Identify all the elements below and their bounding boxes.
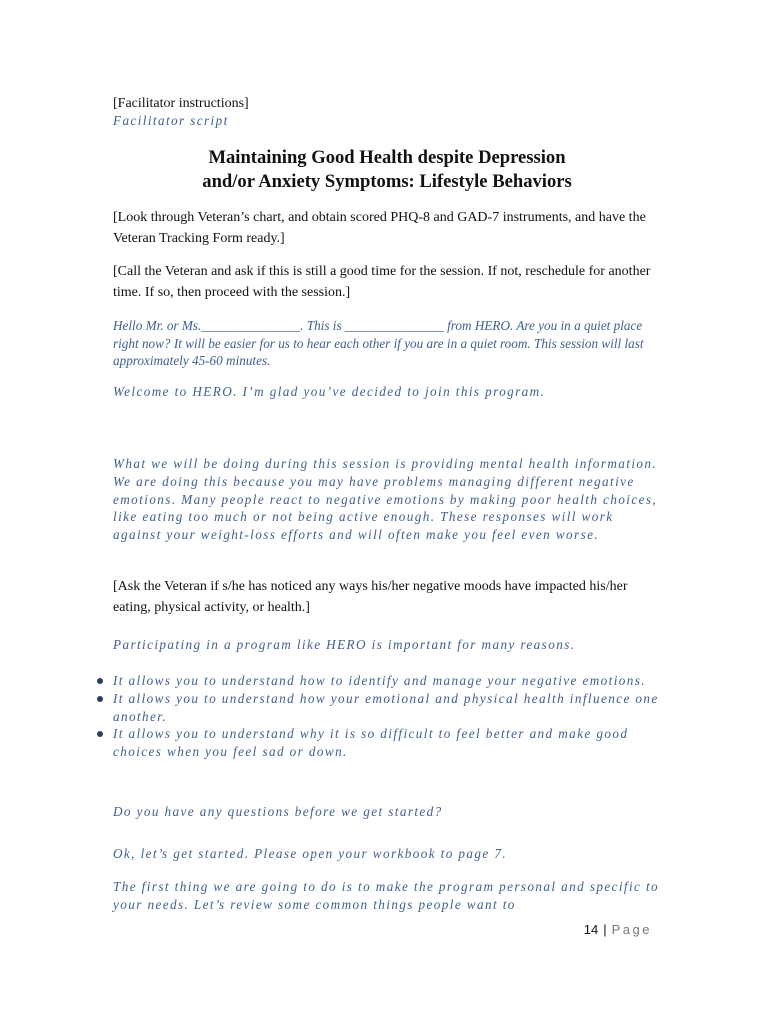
- script-session-overview: What we will be doing during this session is providing mental health information. We are doing this because you may have problems managing different negative emotions. Many people react to negative emotions by making poor health choices, like eating too much or not being active enough. These responses will work against your weight-loss efforts and will often make you feel even worse.: [113, 456, 658, 543]
- page-footer: [584, 922, 652, 937]
- page-title: [113, 146, 661, 194]
- bullet-icon: [97, 696, 103, 702]
- script-program-importance: Participating in a program like HERO is important for many reasons.: [113, 637, 576, 652]
- list-item: [113, 690, 661, 726]
- reasons-list: [113, 672, 661, 761]
- script-welcome: Welcome to HERO. I’m glad you’ve decided to join this program.: [113, 384, 546, 399]
- bullet-icon: [97, 731, 103, 737]
- title-line-2: and/or Anxiety Symptoms: Lifestyle Behaviors: [202, 171, 572, 192]
- script-first-thing: The first thing we are going to do is to make the program personal and specific to your needs. Let’s review some common things people want to: [113, 879, 660, 912]
- instruction-chart-review: [Look through Veteran’s chart, and obtain scored PHQ-8 and GAD-7 instruments, and have the Veteran Tracking Form ready.]: [113, 210, 646, 246]
- footer-separator: |: [603, 922, 607, 937]
- script-questions: Do you have any questions before we get started?: [113, 804, 443, 819]
- script-label: Facilitator script: [113, 113, 229, 128]
- bullet-icon: [97, 678, 103, 684]
- title-line-1: Maintaining Good Health despite Depression: [208, 147, 566, 168]
- instruction-call-veteran: [Call the Veteran and ask if this is still a good time for the session. If not, reschedule for another time. If so, then proceed with the session.]: [113, 264, 651, 300]
- script-lets-start: Ok, let’s get started. Please open your workbook to page 7.: [113, 846, 508, 861]
- list-item: [113, 725, 661, 761]
- instruction-ask-moods: [Ask the Veteran if s/he has noticed any ways his/her negative moods have impacted his/her eating, physical activity, or health.]: [113, 579, 628, 615]
- list-item-text: It allows you to understand how your emotional and physical health influence one another.: [113, 690, 659, 724]
- instructions-label: [Facilitator instructions]: [113, 96, 249, 111]
- list-item-text: It allows you to understand why it is so difficult to feel better and make good choices when you feel sad or down.: [113, 726, 629, 760]
- script-greeting: Hello Mr. or Ms._______________. This is _______________ from HERO. Are you in a quiet place right now? It will be easier for us to hear each other if you are in a quiet room. This session will last approximately 45-60 minutes.: [113, 318, 644, 369]
- page-number: 14: [583, 922, 599, 937]
- list-item-text: It allows you to understand how to identify and manage your negative emotions.: [113, 673, 646, 688]
- list-item: [113, 672, 661, 690]
- page-word: Page: [611, 922, 652, 937]
